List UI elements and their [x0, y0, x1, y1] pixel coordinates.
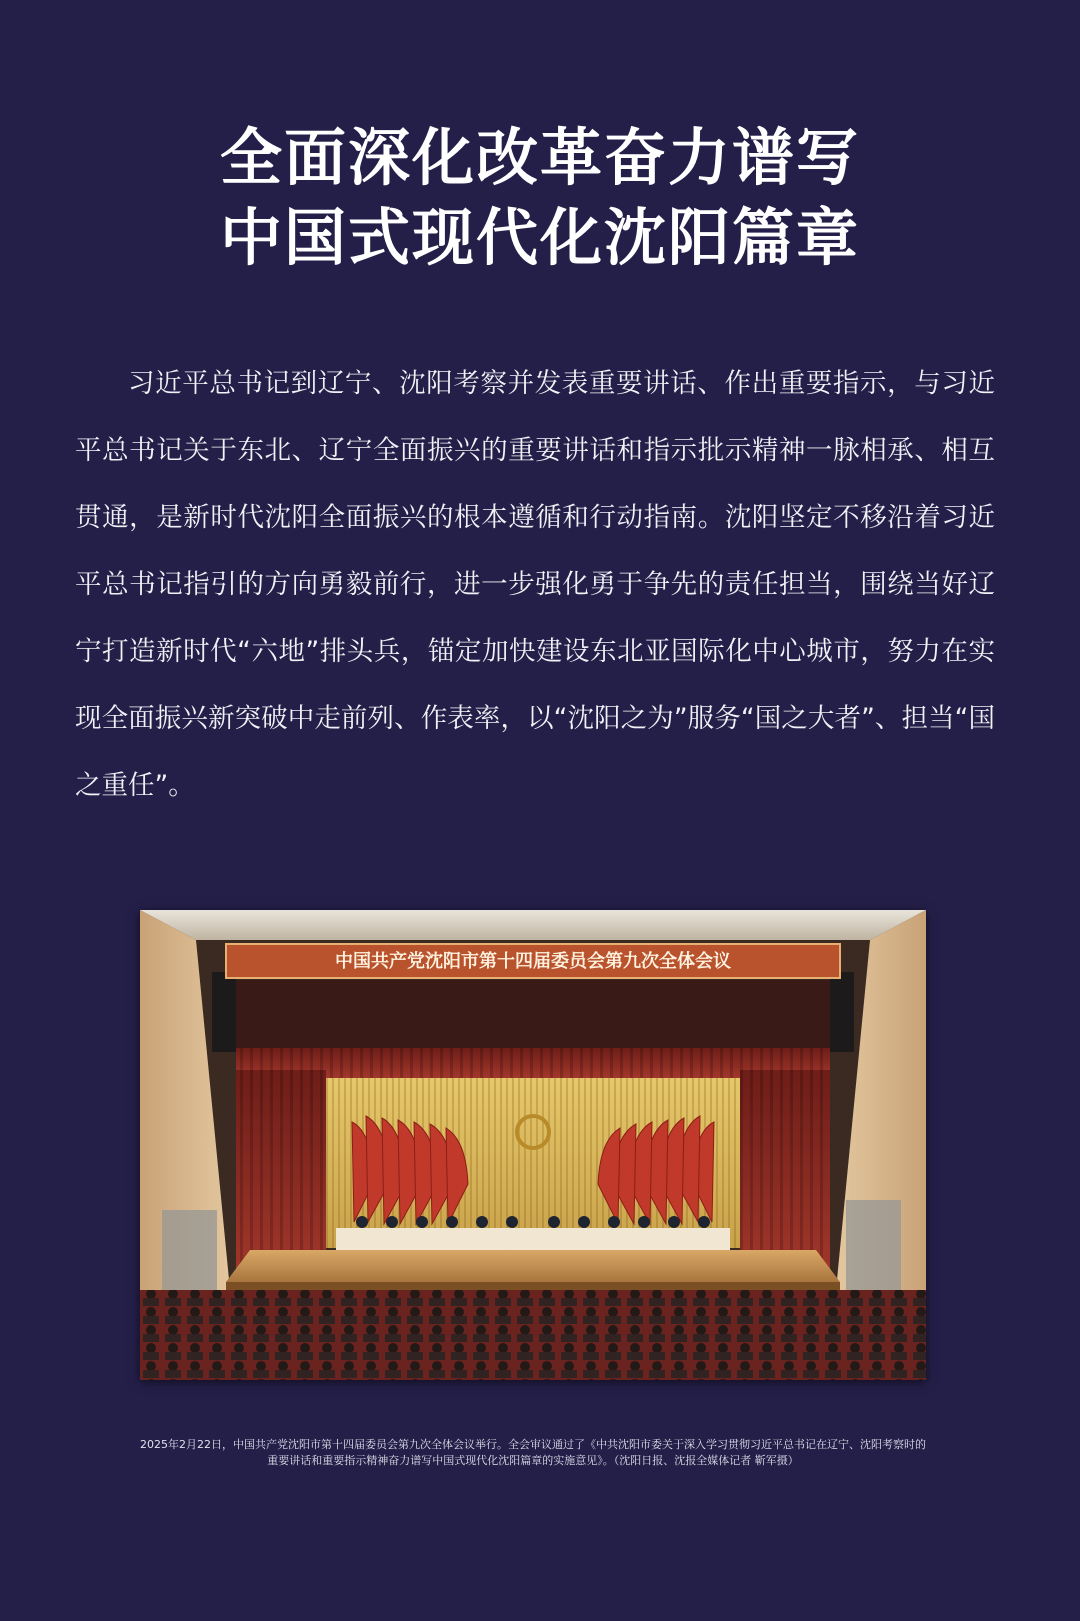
photo-caption: 2025年2月22日，中国共产党沈阳市第十四届委员会第九次全体会议举行。全会审议通过了《中共沈阳市委关于深入学习贯彻习近平总书记在辽宁、沈阳考察时的重要讲话和重要指示精神奋力谱写中国式现代化沈阳篇章的实施意见》。（沈阳日报、沈报全媒体记者 靳军摄） [140, 1438, 926, 1467]
title-line-1: 全面深化改革奋力谱写 [219, 121, 860, 194]
conference-photo [140, 910, 926, 1380]
article-paragraph: 习近平总书记到辽宁、沈阳考察并发表重要讲话、作出重要指示，与习近平总书记关于东北、辽宁全面振兴的重要讲话和指示批示精神一脉相承、相互贯通，是新时代沈阳全面振兴的根本遵循和行动指南。沈阳坚定不移沿着习近平总书记指引的方向勇毅前行，进一步强化勇于争先的责任担当，围绕当好辽宁打造新时代“六地”排头兵，锚定加快建设东北亚国际化中心城市，努力在实现全面振兴新突破中走前列、作表率，以“沈阳之为”服务“国之大者”、担当“国之重任”。 [75, 368, 995, 801]
banner-text: 中国共产党沈阳市第十四届委员会第九次全体会议 [335, 951, 731, 972]
page-title [0, 118, 1080, 278]
title-line-2: 中国式现代化沈阳篇章 [219, 201, 860, 274]
conference-hall-illustration [140, 910, 926, 1380]
